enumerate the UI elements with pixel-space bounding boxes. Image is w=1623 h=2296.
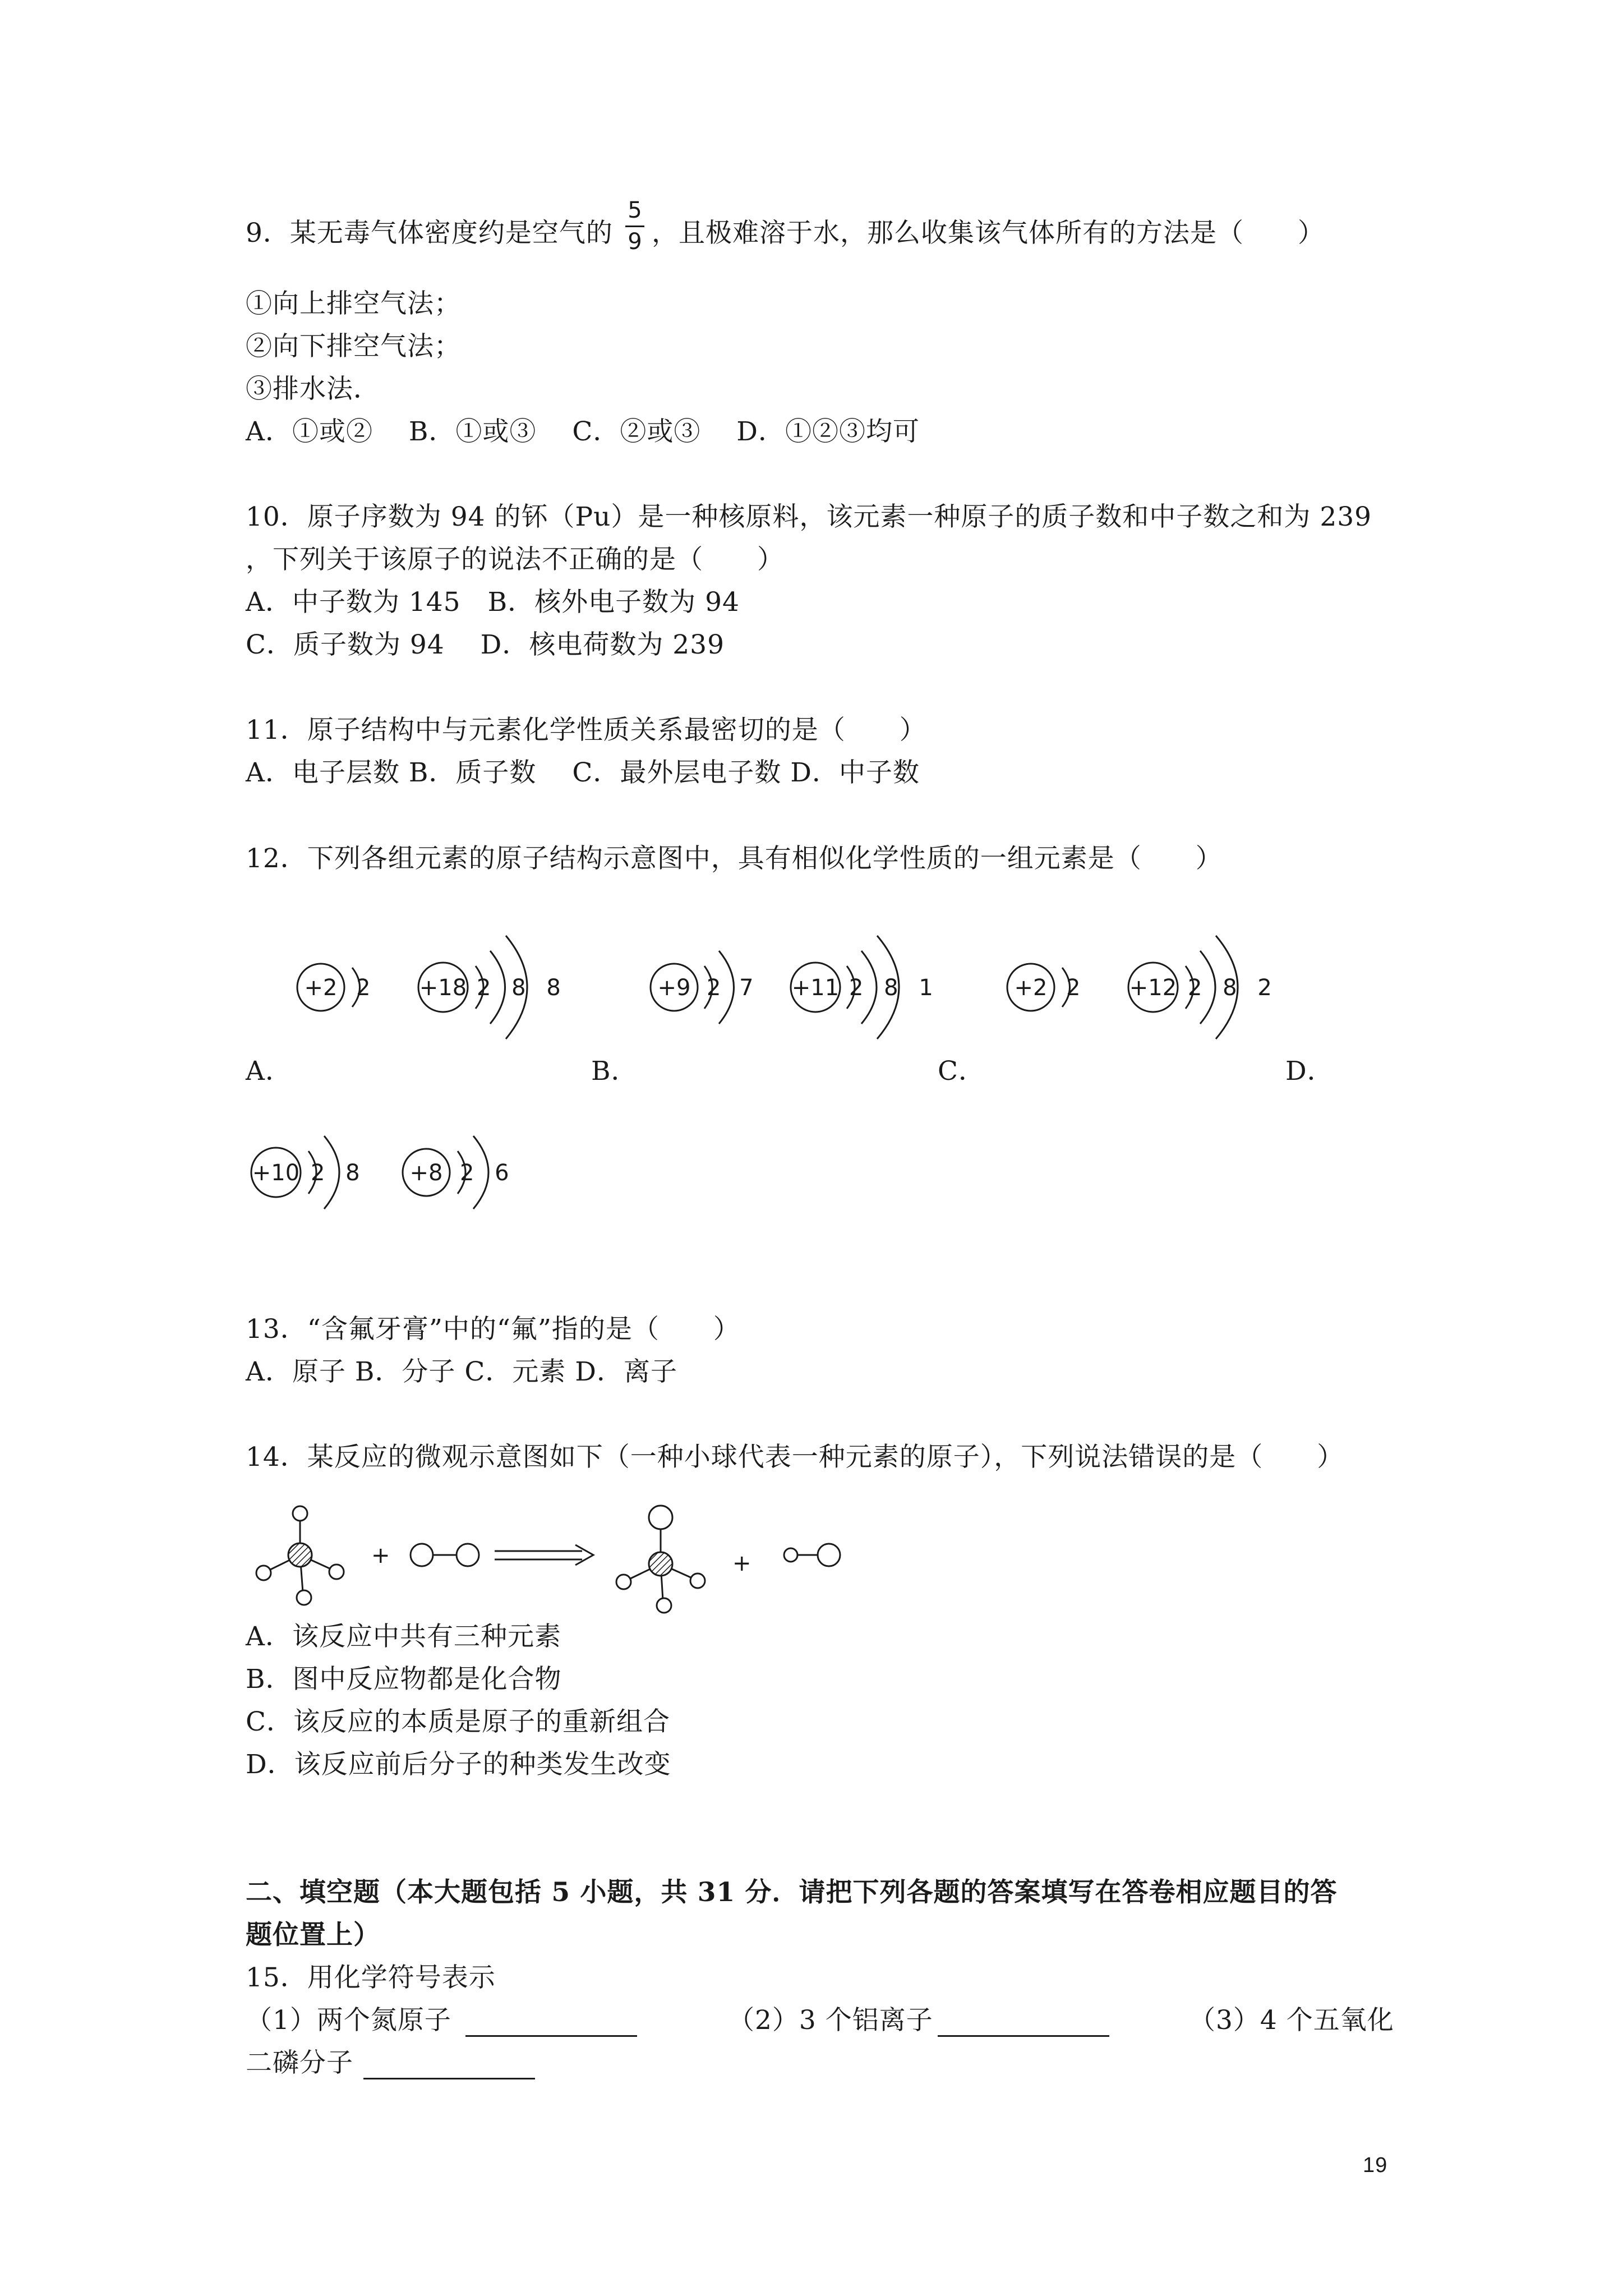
q10-stem-line1: 10．原子序数为 94 的钚（Pu）是一种核原料，该元素一种原子的质子数和中子数之和为 239 (246, 501, 1372, 532)
atom-d1-nucleus-label: +10 (252, 1160, 300, 1186)
atom-a1-nucleus-label: +2 (304, 975, 338, 1001)
atom-c1-nucleus-label: +2 (1014, 975, 1048, 1001)
q13-stem: 13．“含氟牙膏”中的“氟”指的是（ ） (246, 1314, 740, 1345)
q15-blank-2[interactable] (938, 2035, 1109, 2037)
q12-stem: 12．下列各组元素的原子结构示意图中，具有相似化学性质的一组元素是（ ） (246, 843, 1223, 874)
q11-stem: 11．原子结构中与元素化学性质关系最密切的是（ ） (246, 715, 926, 746)
q10-choices-line1: A．中子数为 145 B．核外电子数为 94 (246, 587, 740, 618)
q14-reaction-diagram (241, 1487, 892, 1621)
atom-c1-shells: 2 (1066, 975, 1081, 1001)
q11-choices: A．电子层数 B．质子数 C．最外层电子数 D．中子数 (246, 757, 920, 788)
reactant-molecule-1 (256, 1506, 344, 1605)
atom-a1-shells: 2 (356, 975, 371, 1001)
atom-c2-shells: 2 8 2 (1188, 975, 1279, 1001)
section-2-title-line2: 题位置上） (246, 1920, 380, 1950)
page-number: 19 (1363, 2154, 1388, 2177)
q15-part-2: （2）3 个铝离子 (728, 2005, 933, 2036)
atom-b1-nucleus-label: +9 (657, 975, 691, 1001)
section-2-title-line1: 二、填空题（本大题包括 5 小题，共 31 分．请把下列各题的答案填写在答卷相应题目的答 (246, 1877, 1338, 1908)
q10-choices-line2: C．质子数为 94 D．核电荷数为 239 (246, 629, 725, 660)
q9-choices: A．①或② B．①或③ C．②或③ D．①②③均可 (246, 416, 920, 447)
q10-stem-line2: ，下列关于该原子的说法不正确的是（ ） (246, 544, 784, 575)
q15-part-1: （1）两个氮原子 (246, 2005, 451, 2036)
q14-option-c: C．该反应的本质是原子的重新组合 (246, 1706, 670, 1737)
q9-option-1: ①向上排空气法； (246, 288, 461, 319)
atom-b2-shells: 2 8 1 (849, 975, 940, 1001)
q14-option-a: A．该反应中共有三种元素 (246, 1621, 561, 1652)
q14-option-b: B．图中反应物都是化合物 (246, 1664, 562, 1695)
atom-d2-shells: 2 6 (460, 1160, 516, 1186)
reactant-molecule-2 (411, 1544, 479, 1566)
q12-label-d: D． (1285, 1056, 1334, 1087)
q12-label-b: B． (591, 1056, 638, 1087)
q9-stem-start: 9．某无毒气体密度约是空气的 (246, 218, 613, 249)
atom-a2-nucleus-label: +18 (419, 975, 467, 1001)
atom-a2-shells: 2 8 8 (477, 975, 568, 1001)
product-molecule-1 (616, 1506, 705, 1613)
q15-part-3-continued: 二磷分子 (246, 2047, 353, 2078)
q15-stem: 15．用化学符号表示 (246, 1962, 496, 1993)
q12-label-a: A． (246, 1056, 292, 1087)
q15-part-3: （3）4 个五氧化 (1189, 2005, 1394, 2036)
q14-stem: 14．某反应的微观示意图如下（一种小球代表一种元素的原子），下列说法错误的是（ ） (246, 1442, 1344, 1473)
product-molecule-2 (784, 1544, 840, 1566)
atom-b2-nucleus-label: +11 (791, 975, 840, 1001)
q15-blank-3[interactable] (363, 2078, 535, 2079)
atom-d2-nucleus-label: +8 (409, 1160, 443, 1186)
q14-option-d: D．该反应前后分子的种类发生改变 (246, 1749, 671, 1780)
q9-fraction-denominator: 9 (628, 229, 642, 255)
atom-c2-nucleus-label: +12 (1129, 975, 1177, 1001)
q12-label-c: C． (938, 1056, 985, 1087)
q9-option-3: ③排水法． (246, 374, 380, 404)
q9-stem-end: ，且极难溶于水，那么收集该气体所有的方法是（ ） (652, 218, 1325, 249)
q12-atom-diagrams-row2 (241, 1099, 578, 1257)
q9-fraction-numerator: 5 (628, 197, 642, 223)
q13-choices: A．原子 B．分子 C．元素 D．离子 (246, 1356, 677, 1387)
atom-d1-shells: 2 8 (311, 1160, 367, 1186)
q9-fraction-bar (625, 226, 644, 227)
plus-sign-1: + (371, 1543, 390, 1568)
q9-option-2: ②向下排空气法； (246, 331, 461, 362)
plus-sign-2: + (732, 1550, 751, 1576)
atom-b1-shells: 2 7 (707, 975, 759, 1001)
q15-blank-1[interactable] (465, 2035, 637, 2037)
reaction-arrow (495, 1545, 593, 1565)
